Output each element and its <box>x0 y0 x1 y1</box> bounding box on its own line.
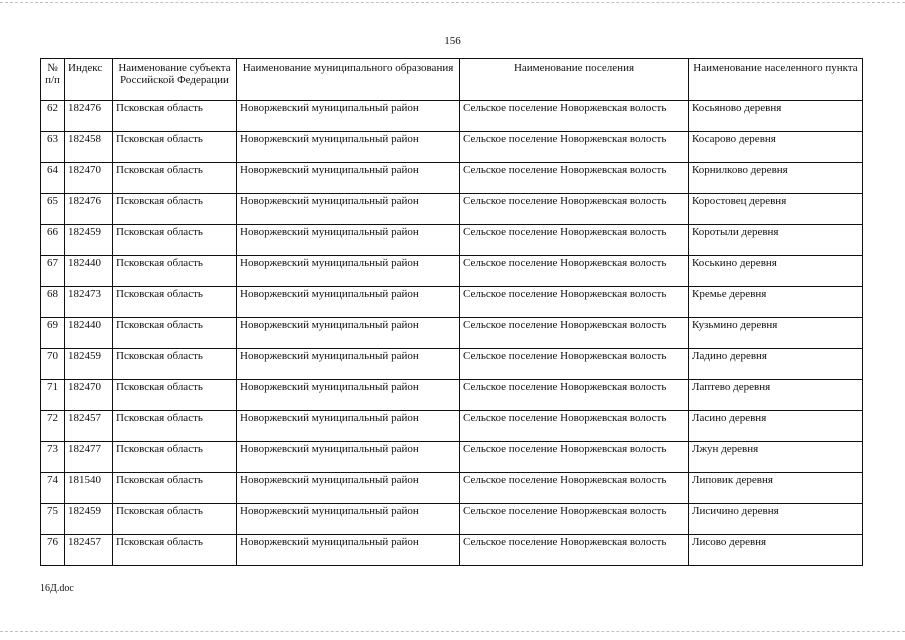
table-row <box>41 256 863 287</box>
cell-settlement: Сельское поселение Новоржевская волость <box>460 442 689 473</box>
cell-locality: Косьяново деревня <box>689 101 863 132</box>
table-row <box>41 194 863 225</box>
cell-no: 69 <box>41 318 65 349</box>
cell-locality: Лисичино деревня <box>689 504 863 535</box>
cell-locality: Лисово деревня <box>689 535 863 566</box>
header-municipality: Наименование муниципального образования <box>237 59 460 101</box>
cell-subject: Псковская область <box>113 349 237 380</box>
table-row <box>41 101 863 132</box>
cell-municipality: Новоржевский муниципальный район <box>237 504 460 535</box>
header-index: Индекс <box>65 59 113 101</box>
cell-municipality: Новоржевский муниципальный район <box>237 380 460 411</box>
table-row <box>41 504 863 535</box>
cell-settlement: Сельское поселение Новоржевская волость <box>460 194 689 225</box>
cell-municipality: Новоржевский муниципальный район <box>237 287 460 318</box>
table-row <box>41 163 863 194</box>
cell-settlement: Сельское поселение Новоржевская волость <box>460 101 689 132</box>
table-row <box>41 535 863 566</box>
table-row <box>41 473 863 504</box>
cell-no: 66 <box>41 225 65 256</box>
page-number: 156 <box>444 35 461 47</box>
cell-settlement: Сельское поселение Новоржевская волость <box>460 256 689 287</box>
table-row <box>41 380 863 411</box>
cell-locality: Липовик деревня <box>689 473 863 504</box>
cell-no: 71 <box>41 380 65 411</box>
cell-index: 182477 <box>65 442 113 473</box>
cell-subject: Псковская область <box>113 225 237 256</box>
cell-index: 182458 <box>65 132 113 163</box>
cell-subject: Псковская область <box>113 287 237 318</box>
cell-subject: Псковская область <box>113 194 237 225</box>
cell-subject: Псковская область <box>113 504 237 535</box>
cell-municipality: Новоржевский муниципальный район <box>237 132 460 163</box>
cell-subject: Псковская область <box>113 411 237 442</box>
cell-settlement: Сельское поселение Новоржевская волость <box>460 132 689 163</box>
cell-index: 182457 <box>65 535 113 566</box>
table-row <box>41 349 863 380</box>
cell-municipality: Новоржевский муниципальный район <box>237 473 460 504</box>
cell-no: 75 <box>41 504 65 535</box>
cell-subject: Псковская область <box>113 132 237 163</box>
cell-no: 62 <box>41 101 65 132</box>
cell-no: 72 <box>41 411 65 442</box>
table-row <box>41 287 863 318</box>
cell-locality: Коськино деревня <box>689 256 863 287</box>
cell-index: 182476 <box>65 194 113 225</box>
cell-no: 63 <box>41 132 65 163</box>
cell-index: 182459 <box>65 349 113 380</box>
cell-index: 182440 <box>65 318 113 349</box>
cell-settlement: Сельское поселение Новоржевская волость <box>460 380 689 411</box>
cell-index: 182440 <box>65 256 113 287</box>
cell-settlement: Сельское поселение Новоржевская волость <box>460 287 689 318</box>
cell-settlement: Сельское поселение Новоржевская волость <box>460 473 689 504</box>
cell-locality: Лжун деревня <box>689 442 863 473</box>
cell-settlement: Сельское поселение Новоржевская волость <box>460 318 689 349</box>
cell-locality: Коротыли деревня <box>689 225 863 256</box>
cell-no: 74 <box>41 473 65 504</box>
header-row <box>41 59 863 101</box>
scan-edge-bottom <box>0 631 905 632</box>
cell-subject: Псковская область <box>113 163 237 194</box>
cell-index: 182470 <box>65 380 113 411</box>
cell-subject: Псковская область <box>113 318 237 349</box>
cell-municipality: Новоржевский муниципальный район <box>237 194 460 225</box>
cell-index: 181540 <box>65 473 113 504</box>
cell-locality: Корнилково деревня <box>689 163 863 194</box>
header-no: № п/п <box>41 59 65 101</box>
header-locality: Наименование населенного пункта <box>689 59 863 101</box>
cell-locality: Лаптево деревня <box>689 380 863 411</box>
cell-settlement: Сельское поселение Новоржевская волость <box>460 163 689 194</box>
cell-subject: Псковская область <box>113 473 237 504</box>
cell-municipality: Новоржевский муниципальный район <box>237 256 460 287</box>
cell-no: 68 <box>41 287 65 318</box>
header-settlement: Наименование поселения <box>460 59 689 101</box>
cell-municipality: Новоржевский муниципальный район <box>237 225 460 256</box>
cell-municipality: Новоржевский муниципальный район <box>237 318 460 349</box>
cell-index: 182459 <box>65 225 113 256</box>
cell-municipality: Новоржевский муниципальный район <box>237 349 460 380</box>
table-body <box>41 101 863 566</box>
header-subject: Наименование субъекта Российской Федерации <box>113 59 237 101</box>
cell-subject: Псковская область <box>113 101 237 132</box>
cell-municipality: Новоржевский муниципальный район <box>237 442 460 473</box>
cell-settlement: Сельское поселение Новоржевская волость <box>460 535 689 566</box>
cell-index: 182473 <box>65 287 113 318</box>
cell-no: 65 <box>41 194 65 225</box>
cell-locality: Ладино деревня <box>689 349 863 380</box>
cell-no: 76 <box>41 535 65 566</box>
scan-edge-top <box>0 2 905 3</box>
cell-no: 73 <box>41 442 65 473</box>
table-row <box>41 442 863 473</box>
cell-subject: Псковская область <box>113 380 237 411</box>
cell-index: 182476 <box>65 101 113 132</box>
cell-index: 182457 <box>65 411 113 442</box>
cell-municipality: Новоржевский муниципальный район <box>237 535 460 566</box>
cell-locality: Косарово деревня <box>689 132 863 163</box>
cell-subject: Псковская область <box>113 256 237 287</box>
cell-no: 70 <box>41 349 65 380</box>
cell-settlement: Сельское поселение Новоржевская волость <box>460 349 689 380</box>
cell-settlement: Сельское поселение Новоржевская волость <box>460 411 689 442</box>
cell-locality: Кремье деревня <box>689 287 863 318</box>
table-header <box>41 59 863 101</box>
cell-locality: Ласино деревня <box>689 411 863 442</box>
cell-subject: Псковская область <box>113 535 237 566</box>
cell-municipality: Новоржевский муниципальный район <box>237 101 460 132</box>
cell-settlement: Сельское поселение Новоржевская волость <box>460 225 689 256</box>
cell-subject: Псковская область <box>113 442 237 473</box>
table-row <box>41 225 863 256</box>
cell-index: 182470 <box>65 163 113 194</box>
cell-no: 67 <box>41 256 65 287</box>
file-name: 16Д.doc <box>40 583 74 594</box>
table-row <box>41 411 863 442</box>
cell-index: 182459 <box>65 504 113 535</box>
cell-locality: Кузьмино деревня <box>689 318 863 349</box>
table-row <box>41 318 863 349</box>
cell-municipality: Новоржевский муниципальный район <box>237 163 460 194</box>
cell-locality: Коростовец деревня <box>689 194 863 225</box>
cell-municipality: Новоржевский муниципальный район <box>237 411 460 442</box>
cell-settlement: Сельское поселение Новоржевская волость <box>460 504 689 535</box>
locality-table <box>40 58 863 566</box>
cell-no: 64 <box>41 163 65 194</box>
table-row <box>41 132 863 163</box>
